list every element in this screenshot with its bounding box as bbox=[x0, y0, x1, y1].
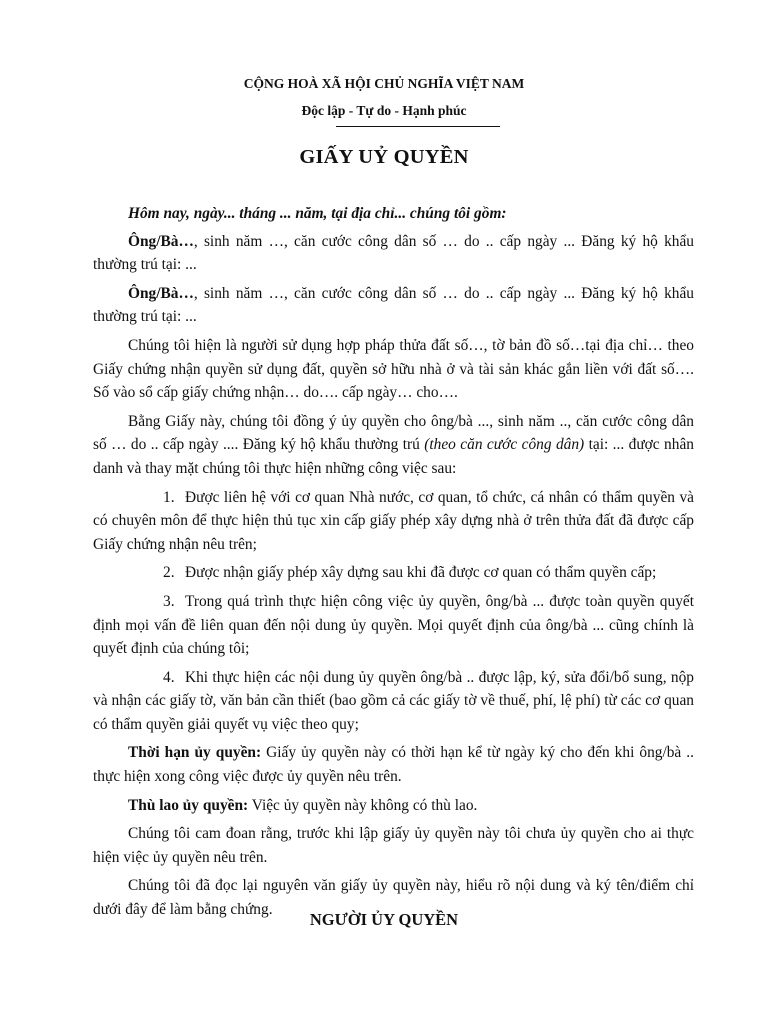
term-paragraph bbox=[93, 741, 694, 788]
fee-text: Việc ủy quyền này không có thù lao. bbox=[248, 796, 478, 814]
party-paragraph-1 bbox=[93, 230, 694, 277]
item-text: Trong quá trình thực hiện công việc ủy quyền, ông/bà ... được toàn quyền quyết định mọi vấn đề liên quan đến nội dung ủy quyền. Mọi quyết định của ông/bà ... cũng chính là quyết định của chúng tôi; bbox=[93, 592, 694, 658]
list-item bbox=[93, 590, 694, 661]
commitment-paragraph: Chúng tôi cam đoan rằng, trước khi lập giấy ủy quyền này tôi chưa ủy quyền cho ai thực hiện việc ủy quyền nêu trên. bbox=[93, 825, 694, 866]
authorization-paragraph bbox=[93, 410, 694, 481]
authorization-note: (theo căn cước công dân) bbox=[424, 436, 585, 454]
item-number: 2. bbox=[163, 564, 175, 582]
list-item bbox=[93, 666, 694, 737]
fee-paragraph bbox=[93, 794, 694, 818]
national-title: CỘNG HOÀ XÃ HỘI CHỦ NGHĨA VIỆT NAM bbox=[243, 76, 525, 91]
party-details: , sinh năm …, căn cước công dân số … do .. cấp ngày ... Đăng ký hộ khẩu thường trú tại: ... bbox=[93, 284, 694, 326]
party-label: Ông/Bà… bbox=[128, 284, 194, 302]
list-item bbox=[93, 486, 694, 557]
item-number: 3. bbox=[163, 592, 175, 610]
party-details: , sinh năm …, căn cước công dân số … do .. cấp ngày ... Đăng ký hộ khẩu thường trú tại: ... bbox=[93, 232, 694, 274]
item-number: 4. bbox=[163, 668, 175, 686]
signature-heading: NGƯỜI ỦY QUYỀN bbox=[309, 910, 459, 929]
item-number: 1. bbox=[163, 488, 175, 506]
authorization-text: Bằng Giấy này, chúng tôi đồng ý ủy quyền cho ông/bà ..., sinh năm .., căn cước công dân số … do .. cấp ngày .... Đăng ký hộ khẩu thường trú bbox=[93, 412, 694, 454]
document-title: GIẤY UỶ QUYỀN bbox=[299, 146, 469, 168]
ownership-paragraph: Chúng tôi hiện là người sử dụng hợp pháp thửa đất số…, tờ bản đồ số…tại địa chỉ… theo Giấy chứng nhận quyền sử dụng đất, quyền sở hữu nhà ở và tài sản khác gắn liền với đất số…. Số vào sổ cấp giấy chứng nhận… do…. cấp ngày… cho…. bbox=[93, 336, 694, 402]
document-body bbox=[93, 202, 694, 927]
party-label: Ông/Bà… bbox=[128, 232, 194, 250]
authorization-text-end: tại: ... được nhân danh và thay mặt chúng tôi thực hiện những công việc sau: bbox=[93, 436, 694, 477]
term-label: Thời hạn ủy quyền: bbox=[128, 744, 262, 762]
term-text: Giấy ủy quyền này có thời hạn kể từ ngày ký cho đến khi ông/bà .. thực hiện xong công việc được ủy quyền nêu trên. bbox=[93, 744, 694, 786]
confirmation-paragraph: Chúng tôi đã đọc lại nguyên văn giấy ủy quyền này, hiểu rõ nội dung và ký tên/điểm chỉ dưới đây để làm bằng chứng. bbox=[93, 877, 694, 919]
item-text: Được liên hệ với cơ quan Nhà nước, cơ quan, tổ chức, cá nhân có thẩm quyền và có chuyên môn để thực hiện thủ tục xin cấp giấy phép xây dựng nhà ở trên thửa đất đã được cấp Giấy chứng nhận nêu trên; bbox=[93, 488, 694, 553]
national-motto: Độc lập - Tự do - Hạnh phúc bbox=[301, 103, 467, 118]
intro-paragraph: Hôm nay, ngày... tháng ... năm, tại địa chỉ... chúng tôi gồm: bbox=[128, 205, 507, 222]
party-paragraph-2 bbox=[93, 282, 694, 329]
fee-label: Thù lao ủy quyền: bbox=[128, 796, 249, 814]
header-divider bbox=[336, 126, 500, 127]
item-text: Khi thực hiện các nội dung ủy quyền ông/bà .. được lập, ký, sửa đổi/bổ sung, nộp và nhận các giấy tờ, văn bản cần thiết (bao gồm cả các giấy tờ về thuế, phí, lệ phí) từ các cơ quan có thẩm quyền giải quyết vụ việc theo quy; bbox=[93, 668, 694, 733]
item-text: Được nhận giấy phép xây dựng sau khi đã được cơ quan có thẩm quyền cấp; bbox=[185, 564, 657, 582]
list-item bbox=[93, 561, 694, 585]
